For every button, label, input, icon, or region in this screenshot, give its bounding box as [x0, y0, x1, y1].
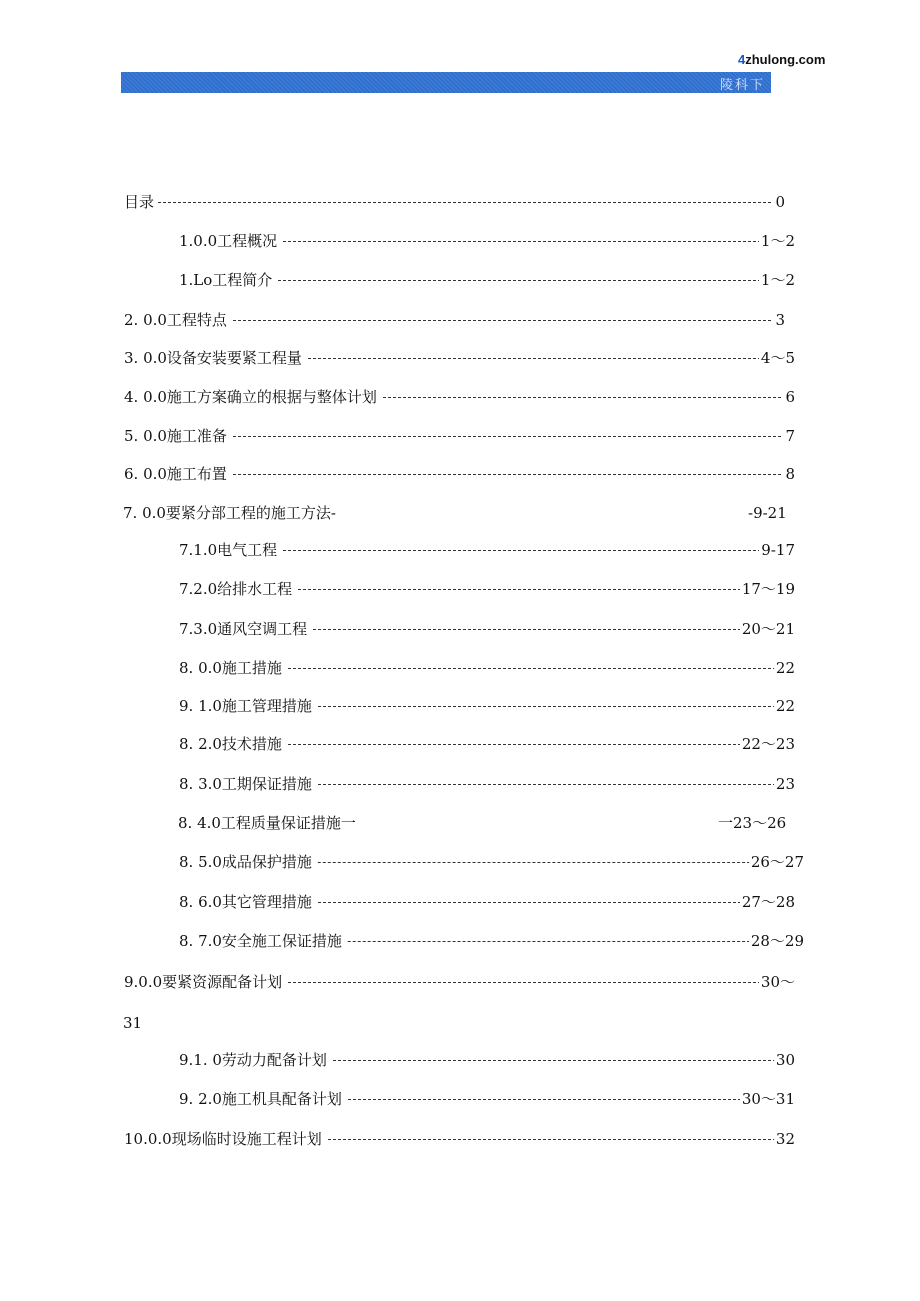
toc-entry-page: 17～19	[741, 580, 795, 598]
toc-entry-label: 1.Lo工程简介	[178, 269, 276, 291]
toc-entry-page: 22～23	[741, 735, 795, 753]
toc-entry-page: 6	[785, 388, 795, 406]
toc-entry-label: 2. 0.0工程特点	[123, 309, 231, 331]
toc-entry-label: 4. 0.0施工方案确立的根据与整体计划	[123, 386, 381, 408]
toc-entry-page: 4～5	[760, 349, 795, 367]
toc-entry-page: 30	[775, 1051, 795, 1069]
toc-entry[interactable]	[178, 891, 796, 913]
toc-entry-label: 8. 3.0工期保证措施	[178, 773, 316, 795]
toc-entry[interactable]	[178, 773, 796, 795]
toc-entry-label: 1.0.0工程概况	[178, 230, 281, 252]
toc-entry-label: 9.1. 0劳动力配备计划	[178, 1049, 331, 1071]
toc-entry[interactable]	[178, 930, 805, 952]
toc-entry[interactable]	[123, 347, 796, 369]
toc-entry-page: 0	[775, 193, 785, 211]
toc-entry-page: 22	[775, 697, 795, 715]
toc-entry[interactable]	[178, 1049, 796, 1071]
toc-entry[interactable]	[123, 309, 786, 331]
toc-entry[interactable]	[178, 230, 796, 252]
toc-entry-label: 8. 0.0施工措施	[178, 657, 286, 679]
toc-entry-page: 26～27	[750, 853, 804, 871]
toc-entry-page: 32	[775, 1130, 795, 1148]
toc-entry-label[interactable]: 7. 0.0要紧分部工程的施工方法-	[123, 504, 337, 522]
toc-entry-page: 9-17	[761, 541, 795, 559]
banner-text: 陵科下	[719, 78, 765, 93]
toc-entry-label: 3. 0.0设备安装要紧工程量	[123, 347, 306, 369]
toc-entry-label: 8. 2.0技术措施	[178, 733, 286, 755]
toc-entry[interactable]	[178, 269, 796, 291]
toc-entry-label: 7.1.0电气工程	[178, 539, 281, 561]
toc-entry-page: 一23～26	[718, 814, 787, 832]
toc-entry-label: 10.0.0现场临时设施工程计划	[123, 1128, 326, 1150]
toc-entry-label: 7.2.0给排水工程	[178, 578, 296, 600]
toc-entry-label[interactable]: 8. 4.0工程质量保证措施一	[178, 814, 356, 832]
toc-entry[interactable]	[123, 425, 796, 447]
toc-entry[interactable]	[178, 618, 796, 640]
logo-digit: 4	[738, 52, 746, 67]
toc-entry-page: 8	[785, 465, 795, 483]
toc-entry[interactable]	[123, 463, 796, 485]
toc-entry-label: 5. 0.0施工准备	[123, 425, 231, 447]
toc-entry-page-continued: 31	[123, 1014, 143, 1032]
toc-entry[interactable]	[178, 1088, 796, 1110]
toc-entry-label: 9. 2.0施工机具配备计划	[178, 1088, 346, 1110]
site-logo	[738, 52, 825, 67]
toc-entry-page: 22	[775, 659, 795, 677]
toc-entry-page: 20～21	[741, 620, 795, 638]
dot-leader	[123, 202, 786, 203]
toc-entry-page: 1～2	[760, 271, 795, 289]
toc-entry-page: 1～2	[760, 232, 795, 250]
toc-entry-label: 7.3.0通风空调工程	[178, 618, 311, 640]
header-banner	[121, 72, 771, 93]
toc-entry[interactable]	[178, 695, 796, 717]
toc-entry-page: 23	[775, 775, 795, 793]
toc-entry-label: 8. 5.0成品保护措施	[178, 851, 316, 873]
toc-entry-label: 目录	[123, 191, 158, 213]
toc-entry-page: 27～28	[741, 893, 795, 911]
toc-entry-page: 30～31	[741, 1090, 795, 1108]
toc-entry-page: 30～	[760, 973, 795, 991]
logo-text: zhulong.com	[745, 52, 826, 67]
toc-entry-label: 8. 7.0安全施工保证措施	[178, 930, 346, 952]
toc-entry-page: 3	[775, 311, 785, 329]
toc-entry[interactable]	[178, 851, 805, 873]
toc-entry[interactable]	[123, 971, 796, 993]
toc-entry-page: 7	[785, 427, 795, 445]
toc-entry-label: 8. 6.0其它管理措施	[178, 891, 316, 913]
toc-entry-page: 28～29	[750, 932, 804, 950]
toc-entry[interactable]	[123, 386, 796, 408]
toc-entry[interactable]	[178, 578, 796, 600]
toc-entry[interactable]	[123, 1128, 796, 1150]
toc-entry-contents[interactable]	[123, 191, 786, 213]
toc-entry[interactable]	[178, 539, 796, 561]
toc-entry-label: 9. 1.0施工管理措施	[178, 695, 316, 717]
toc-entry-page: -9-21	[748, 504, 787, 522]
toc-entry-label: 9.0.0要紧资源配备计划	[123, 971, 286, 993]
toc-entry-label: 6. 0.0施工布置	[123, 463, 231, 485]
toc-entry[interactable]	[178, 733, 796, 755]
toc-entry[interactable]	[178, 657, 796, 679]
